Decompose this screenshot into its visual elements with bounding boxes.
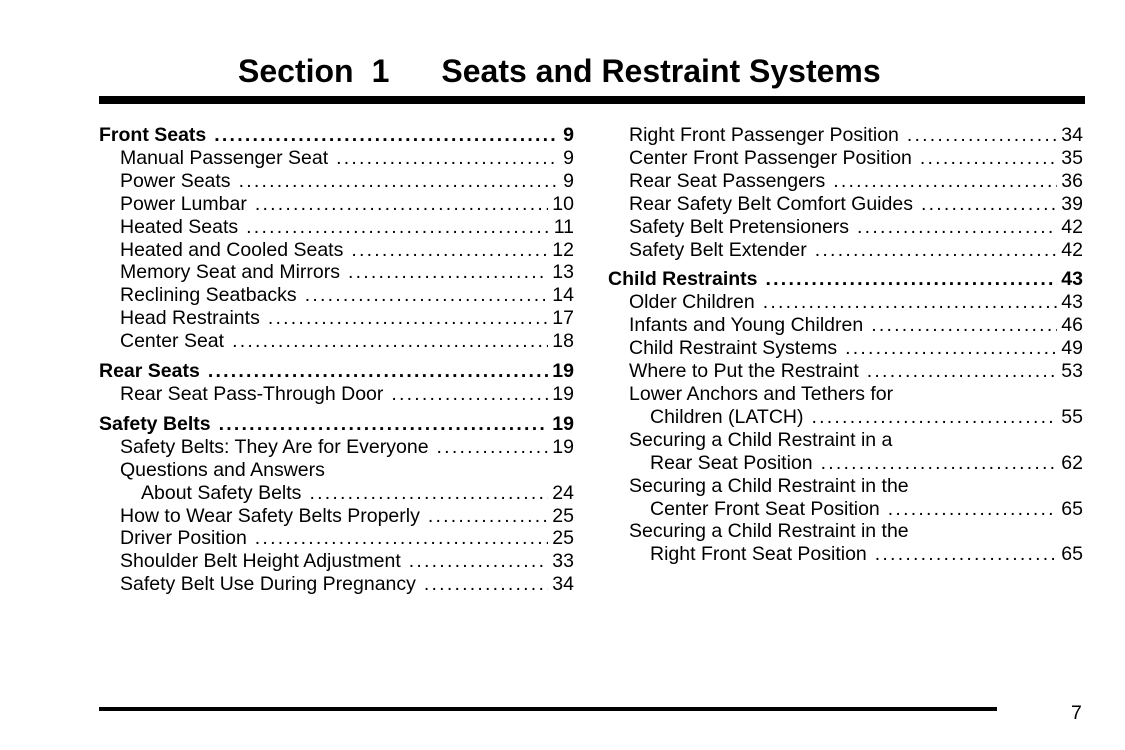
- toc-entry[interactable]: Safety Belt Use During Pregnancy . . . 34: [99, 573, 574, 596]
- section-number: 1: [371, 53, 390, 89]
- toc-entry[interactable]: Shoulder Belt Height Adjustment . . . 33: [99, 550, 574, 573]
- toc-entry-line[interactable]: Securing a Child Restraint in a: [629, 428, 893, 451]
- toc-entry[interactable]: Rear Seat Pass-Through Door . . . 19: [99, 383, 574, 406]
- toc-entry[interactable]: Driver Position . . . 25: [99, 527, 574, 550]
- toc-entry-line[interactable]: Lower Anchors and Tethers for: [629, 382, 894, 405]
- toc-heading-front-seats[interactable]: Front Seats . . . 9: [99, 124, 574, 147]
- toc-entry[interactable]: Right Front Seat Position . . . 65: [608, 543, 1083, 566]
- header-rule: [99, 96, 1085, 104]
- toc-entry[interactable]: Manual Passenger Seat . . . 9: [99, 147, 574, 170]
- footer-rule: [99, 707, 997, 711]
- toc-entry[interactable]: Rear Safety Belt Comfort Guides . . . 39: [608, 193, 1083, 216]
- toc-entry[interactable]: Memory Seat and Mirrors . . . 13: [99, 261, 574, 284]
- toc-entry[interactable]: Reclining Seatbacks . . . 14: [99, 284, 574, 307]
- toc-entry[interactable]: Center Front Passenger Position . . . 35: [608, 147, 1083, 170]
- toc-entry[interactable]: Child Restraint Systems . . . 49: [608, 337, 1083, 360]
- toc-right-column: [608, 124, 1083, 566]
- toc-entry[interactable]: Heated Seats . . . 11: [99, 216, 574, 239]
- toc-entry[interactable]: Safety Belt Extender . . . 42: [608, 239, 1083, 262]
- toc-entry[interactable]: Power Seats . . . 9: [99, 170, 574, 193]
- toc-entry[interactable]: Children (LATCH) . . . 55: [608, 406, 1083, 429]
- toc-entry[interactable]: Center Front Seat Position . . . 65: [608, 498, 1083, 521]
- page-number: 7: [1071, 702, 1082, 724]
- toc-entry[interactable]: Rear Seat Passengers . . . 36: [608, 170, 1083, 193]
- toc-entry[interactable]: Infants and Young Children . . . 46: [608, 314, 1083, 337]
- toc-left-column: [99, 124, 574, 596]
- toc-heading-child-restraints[interactable]: Child Restraints . . . 43: [608, 268, 1083, 291]
- toc-entry[interactable]: Safety Belts: They Are for Everyone . . . 19: [99, 436, 574, 459]
- section-title: Seats and Restraint Systems: [441, 53, 881, 89]
- section-label: Section: [238, 53, 354, 89]
- toc-entry[interactable]: Older Children . . . 43: [608, 291, 1083, 314]
- toc-entry[interactable]: Heated and Cooled Seats . . . 12: [99, 239, 574, 262]
- toc-entry-line[interactable]: Questions and Answers: [120, 458, 325, 481]
- toc-entry-line[interactable]: Securing a Child Restraint in the: [629, 474, 909, 497]
- toc-entry-line[interactable]: Securing a Child Restraint in the: [629, 520, 909, 543]
- toc-entry[interactable]: About Safety Belts . . . 24: [99, 482, 574, 505]
- toc-entry[interactable]: Center Seat . . . 18: [99, 330, 574, 353]
- toc-entry[interactable]: How to Wear Safety Belts Properly . . . 25: [99, 505, 574, 528]
- toc-entry[interactable]: Right Front Passenger Position . . . 34: [608, 124, 1083, 147]
- toc-entry[interactable]: Where to Put the Restraint . . . 53: [608, 360, 1083, 383]
- toc-heading-safety-belts[interactable]: Safety Belts . . . 19: [99, 413, 574, 436]
- section-header: [238, 52, 881, 90]
- toc-heading-rear-seats[interactable]: Rear Seats . . . 19: [99, 360, 574, 383]
- toc-entry[interactable]: Rear Seat Position . . . 62: [608, 452, 1083, 475]
- toc-entry[interactable]: Head Restraints . . . 17: [99, 307, 574, 330]
- toc-entry[interactable]: Power Lumbar . . . 10: [99, 193, 574, 216]
- toc-entry[interactable]: Safety Belt Pretensioners . . . 42: [608, 216, 1083, 239]
